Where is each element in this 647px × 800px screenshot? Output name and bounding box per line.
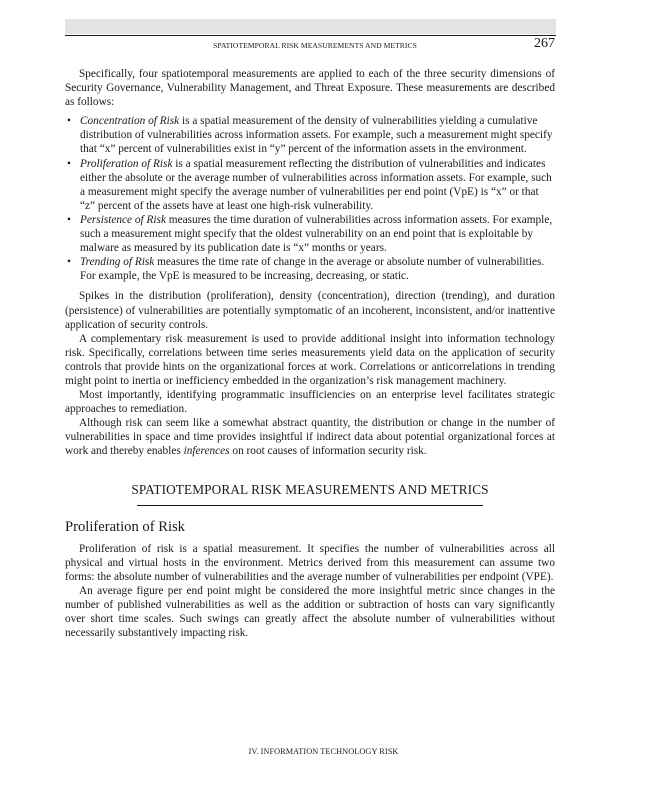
page-number: 267 [534,36,555,51]
list-item [65,213,555,255]
section-heading-rule [137,505,483,506]
subheading: Proliferation of Risk [65,518,185,535]
body-paragraph: An average figure per end point might be considered the more insightful metric since changes in the number of published vulnerabilities as well as the addition or subtraction of hosts can vary significantly over short time scales. Such swings can greatly affect the absolute number of vulnerabilities without necessarily substantively impacting risk. [65,584,555,640]
measurements-list [65,114,555,283]
bullet-term: Persistence of Risk [80,213,166,226]
bullet-text: measures the time rate of change in the average or absolute number of vulnerabilities. For example, the VpE is measured to be increasing, decreasing, or static. [80,256,545,283]
emphasis-text: inferences [183,445,230,458]
body-text: Although risk can seem like a somewhat abstract quantity, the distribution or change in the number of vulnerabilities in space and time provides insightful if indirect data about potential organizational forces at work and thereby enables [65,417,555,458]
page-body [65,67,555,640]
bullet-text: measures the time duration of vulnerabilities across information assets. For example, such a measurement might specify that the oldest vulnerability on an end point that is exploitable by malware as measured by its publication date is “x” months or years. [80,213,553,255]
body-text: on root causes of information security risk. [229,445,427,458]
list-item [65,157,555,213]
intro-paragraph: Specifically, four spatiotemporal measurements are applied to each of the three security dimensions of Security Governance, Vulnerability Management, and Threat Exposure. These measurements are described as follows: [65,68,555,109]
running-head: SPATIOTEMPORAL RISK MEASUREMENTS AND METRICS [213,41,417,50]
body-paragraph: Spikes in the distribution (proliferation), density (concentration), direction (trending), and duration (persistence) of vulnerabilities are potentially symptomatic of an incoherent, inconsistent, and/or inattentive application of security controls. [65,290,555,331]
body-paragraph: Proliferation of risk is a spatial measurement. It specifies the number of vulnerabilities across all physical and virtual hosts in the environment. Metrics derived from this measurement can assume two forms: the absolute number of vulnerabilities and the average number of vulnerabilities per endpoint (VPE). [65,542,555,583]
section-heading: SPATIOTEMPORAL RISK MEASUREMENTS AND METRICS [131,481,489,497]
bullet-term: Trending of Risk [80,256,155,269]
body-paragraph: A complementary risk measurement is used to provide additional insight into information technology risk. Specifically, correlations between time series measurements yield data on the application of security controls that provide hints on the organizational forces at work. Correlations or anticorrelations in trending might point to inertia or inefficiency embedded in the organization’s risk management machinery. [65,332,555,387]
bullet-term: Concentration of Risk [80,115,180,128]
body-paragraph: Most importantly, identifying programmatic insufficiencies on an enterprise level facilitates strategic approaches to remediation. [65,389,555,416]
header-rule [65,35,556,36]
bullet-term: Proliferation of Risk [80,157,173,170]
list-item [65,114,555,156]
bullet-text: is a spatial measurement reflecting the distribution of vulnerabilities and indicates either the absolute or the average number of vulnerabilities across information assets. For example, such a measurement might specify the average number of vulnerabilities per end point (VpE) is “x” or that “z” percent of the assets have at least one high-risk vulnerability. [80,157,552,212]
header-shaded-bar [65,19,556,34]
bullet-text: is a spatial measurement of the density of vulnerabilities yielding a cumulative distribution of vulnerabilities across information assets. For example, such a measurement might specify that “x” percent of vulnerabilities exist in “y” percent of the information assets in the environment. [80,115,553,156]
page-footer: IV. INFORMATION TECHNOLOGY RISK [248,747,399,756]
list-item [65,255,555,283]
body-paragraph [65,416,555,458]
